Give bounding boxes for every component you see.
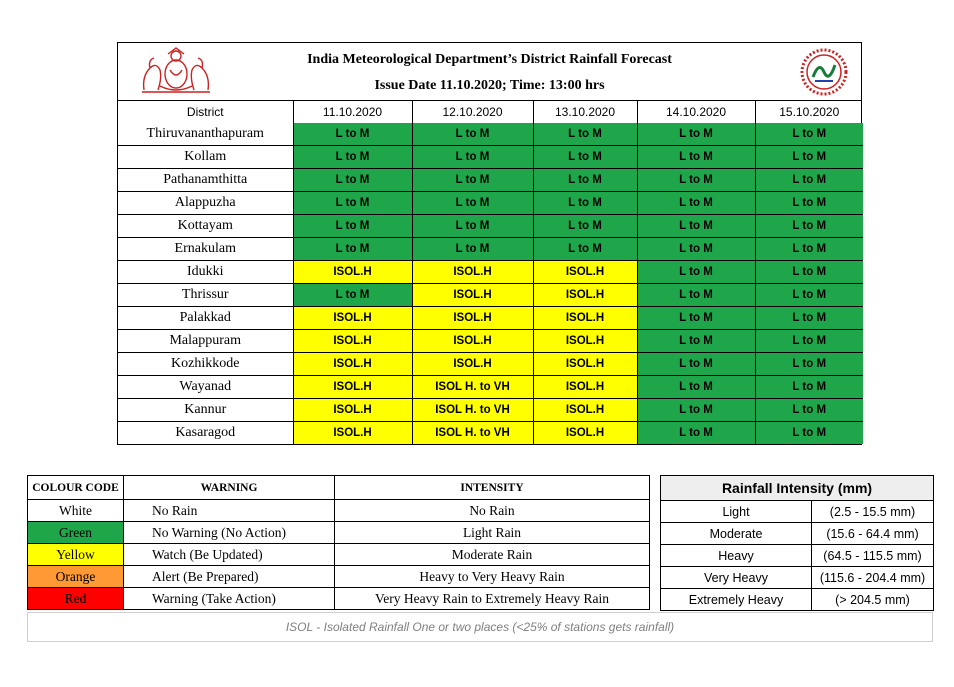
forecast-cell: L to M [637, 307, 755, 330]
forecast-cell: L to M [637, 376, 755, 399]
forecast-cell: ISOL H. to VH [412, 422, 533, 445]
intensity-label: Extremely Heavy [661, 589, 812, 611]
colour-swatch: Red [28, 588, 124, 610]
forecast-cell: ISOL.H [293, 399, 412, 422]
legend-row [28, 566, 650, 588]
column-header: 12.10.2020 [412, 101, 533, 123]
forecast-row [118, 215, 863, 238]
intensity-range: (115.6 - 204.4 mm) [812, 567, 934, 589]
district-name: Palakkad [118, 307, 293, 330]
legend-row [28, 544, 650, 566]
forecast-cell: L to M [412, 192, 533, 215]
column-header: 13.10.2020 [533, 101, 637, 123]
forecast-cell: L to M [412, 169, 533, 192]
intensity-text: Light Rain [335, 522, 650, 544]
forecast-cell: L to M [637, 261, 755, 284]
forecast-cell: ISOL.H [533, 261, 637, 284]
forecast-cell: ISOL.H [533, 284, 637, 307]
forecast-row [118, 330, 863, 353]
forecast-cell: L to M [293, 146, 412, 169]
forecast-table [117, 42, 862, 445]
district-name: Thiruvananthapuram [118, 123, 293, 146]
forecast-cell: L to M [637, 422, 755, 445]
forecast-cell: ISOL.H [412, 261, 533, 284]
district-name: Kasaragod [118, 422, 293, 445]
isol-footnote: ISOL - Isolated Rainfall One or two places (<25% of stations gets rainfall) [27, 612, 933, 642]
district-name: Alappuzha [118, 192, 293, 215]
intensity-range: (> 204.5 mm) [812, 589, 934, 611]
forecast-cell: L to M [637, 284, 755, 307]
forecast-cell: L to M [755, 238, 863, 261]
column-header: 11.10.2020 [293, 101, 412, 123]
forecast-row [118, 238, 863, 261]
intensity-text: Heavy to Very Heavy Rain [335, 566, 650, 588]
forecast-row [118, 376, 863, 399]
forecast-cell: L to M [533, 169, 637, 192]
forecast-cell: L to M [533, 238, 637, 261]
forecast-cell: L to M [637, 146, 755, 169]
intensity-title: Rainfall Intensity (mm) [661, 476, 934, 501]
forecast-cell: L to M [755, 192, 863, 215]
forecast-cell: L to M [412, 123, 533, 146]
colour-swatch: Yellow [28, 544, 124, 566]
intensity-text: Very Heavy Rain to Extremely Heavy Rain [335, 588, 650, 610]
forecast-cell: L to M [637, 215, 755, 238]
colour-swatch: Green [28, 522, 124, 544]
forecast-cell: L to M [755, 307, 863, 330]
forecast-cell: L to M [637, 353, 755, 376]
district-name: Wayanad [118, 376, 293, 399]
forecast-cell: L to M [637, 330, 755, 353]
warning-text: Watch (Be Updated) [124, 544, 335, 566]
warning-text: No Warning (No Action) [124, 522, 335, 544]
forecast-cell: L to M [533, 215, 637, 238]
forecast-cell: ISOL.H [533, 422, 637, 445]
forecast-cell: ISOL.H [293, 330, 412, 353]
intensity-label: Very Heavy [661, 567, 812, 589]
forecast-row [118, 399, 863, 422]
forecast-header [118, 43, 861, 101]
forecast-cell: ISOL.H [412, 307, 533, 330]
forecast-cell: ISOL H. to VH [412, 376, 533, 399]
forecast-cell: ISOL.H [412, 353, 533, 376]
legend-header: WARNING [124, 476, 335, 500]
forecast-cell: L to M [637, 123, 755, 146]
intensity-row [661, 501, 934, 523]
forecast-cell: L to M [412, 238, 533, 261]
column-header: 15.10.2020 [755, 101, 863, 123]
legend-row [28, 522, 650, 544]
intensity-range: (15.6 - 64.4 mm) [812, 523, 934, 545]
intensity-label: Moderate [661, 523, 812, 545]
forecast-cell: L to M [533, 123, 637, 146]
legend-header-row [28, 476, 650, 500]
warning-text: No Rain [124, 500, 335, 522]
forecast-cell: L to M [637, 169, 755, 192]
forecast-row [118, 353, 863, 376]
intensity-row [661, 545, 934, 567]
forecast-header-row [118, 101, 863, 123]
legend-row [28, 500, 650, 522]
forecast-row [118, 192, 863, 215]
forecast-row [118, 169, 863, 192]
district-name: Pathanamthitta [118, 169, 293, 192]
warning-text: Warning (Take Action) [124, 588, 335, 610]
forecast-cell: ISOL.H [293, 261, 412, 284]
forecast-cell: L to M [755, 284, 863, 307]
forecast-cell: L to M [637, 192, 755, 215]
forecast-body [118, 123, 863, 444]
forecast-title: India Meteorological Department’s District Rainfall Forecast [307, 52, 672, 67]
column-header: 14.10.2020 [637, 101, 755, 123]
intensity-row [661, 589, 934, 611]
legend-header: INTENSITY [335, 476, 650, 500]
forecast-row [118, 284, 863, 307]
intensity-text: Moderate Rain [335, 544, 650, 566]
forecast-cell: ISOL.H [533, 330, 637, 353]
forecast-cell: ISOL.H [293, 422, 412, 445]
forecast-cell: L to M [755, 330, 863, 353]
district-name: Ernakulam [118, 238, 293, 261]
forecast-cell: L to M [293, 238, 412, 261]
forecast-cell: L to M [412, 215, 533, 238]
intensity-label: Light [661, 501, 812, 523]
forecast-cell: L to M [755, 169, 863, 192]
colour-swatch: White [28, 500, 124, 522]
forecast-cell: L to M [755, 146, 863, 169]
forecast-cell: ISOL.H [293, 353, 412, 376]
forecast-cell: L to M [293, 284, 412, 307]
district-name: Kollam [118, 146, 293, 169]
district-name: Malappuram [118, 330, 293, 353]
imd-logo-icon [799, 47, 849, 97]
forecast-cell: ISOL.H [533, 376, 637, 399]
forecast-row [118, 261, 863, 284]
forecast-cell: ISOL.H [412, 330, 533, 353]
forecast-cell: L to M [755, 376, 863, 399]
forecast-cell: ISOL.H [412, 284, 533, 307]
intensity-range: (2.5 - 15.5 mm) [812, 501, 934, 523]
forecast-cell: ISOL.H [293, 376, 412, 399]
district-name: Thrissur [118, 284, 293, 307]
forecast-row [118, 146, 863, 169]
forecast-cell: ISOL H. to VH [412, 399, 533, 422]
forecast-cell: ISOL.H [533, 307, 637, 330]
intensity-label: Heavy [661, 545, 812, 567]
forecast-cell: L to M [755, 215, 863, 238]
forecast-cell: L to M [755, 399, 863, 422]
forecast-cell: L to M [412, 146, 533, 169]
colour-swatch: Orange [28, 566, 124, 588]
forecast-cell: L to M [755, 261, 863, 284]
rainfall-intensity-table [660, 475, 934, 611]
column-header: District [118, 101, 293, 123]
intensity-title-row [661, 476, 934, 501]
warning-text: Alert (Be Prepared) [124, 566, 335, 588]
forecast-grid [118, 101, 863, 444]
forecast-cell: L to M [533, 192, 637, 215]
forecast-cell: ISOL.H [533, 353, 637, 376]
forecast-cell: L to M [293, 123, 412, 146]
legend-header: COLOUR CODE [28, 476, 124, 500]
forecast-cell: L to M [293, 215, 412, 238]
intensity-row [661, 567, 934, 589]
intensity-range: (64.5 - 115.5 mm) [812, 545, 934, 567]
forecast-row [118, 422, 863, 445]
district-name: Kannur [118, 399, 293, 422]
forecast-cell: ISOL.H [293, 307, 412, 330]
forecast-row [118, 123, 863, 146]
intensity-row [661, 523, 934, 545]
forecast-cell: L to M [293, 192, 412, 215]
district-name: Kottayam [118, 215, 293, 238]
intensity-text: No Rain [335, 500, 650, 522]
forecast-cell: L to M [637, 399, 755, 422]
district-name: Idukki [118, 261, 293, 284]
district-name: Kozhikkode [118, 353, 293, 376]
colour-code-legend [27, 475, 650, 610]
forecast-cell: L to M [755, 353, 863, 376]
forecast-cell: L to M [755, 422, 863, 445]
forecast-cell: L to M [293, 169, 412, 192]
forecast-cell: L to M [755, 123, 863, 146]
forecast-cell: L to M [533, 146, 637, 169]
issue-date: Issue Date 11.10.2020; Time: 13:00 hrs [374, 78, 605, 93]
forecast-row [118, 307, 863, 330]
forecast-cell: L to M [637, 238, 755, 261]
legend-row [28, 588, 650, 610]
forecast-cell: ISOL.H [533, 399, 637, 422]
